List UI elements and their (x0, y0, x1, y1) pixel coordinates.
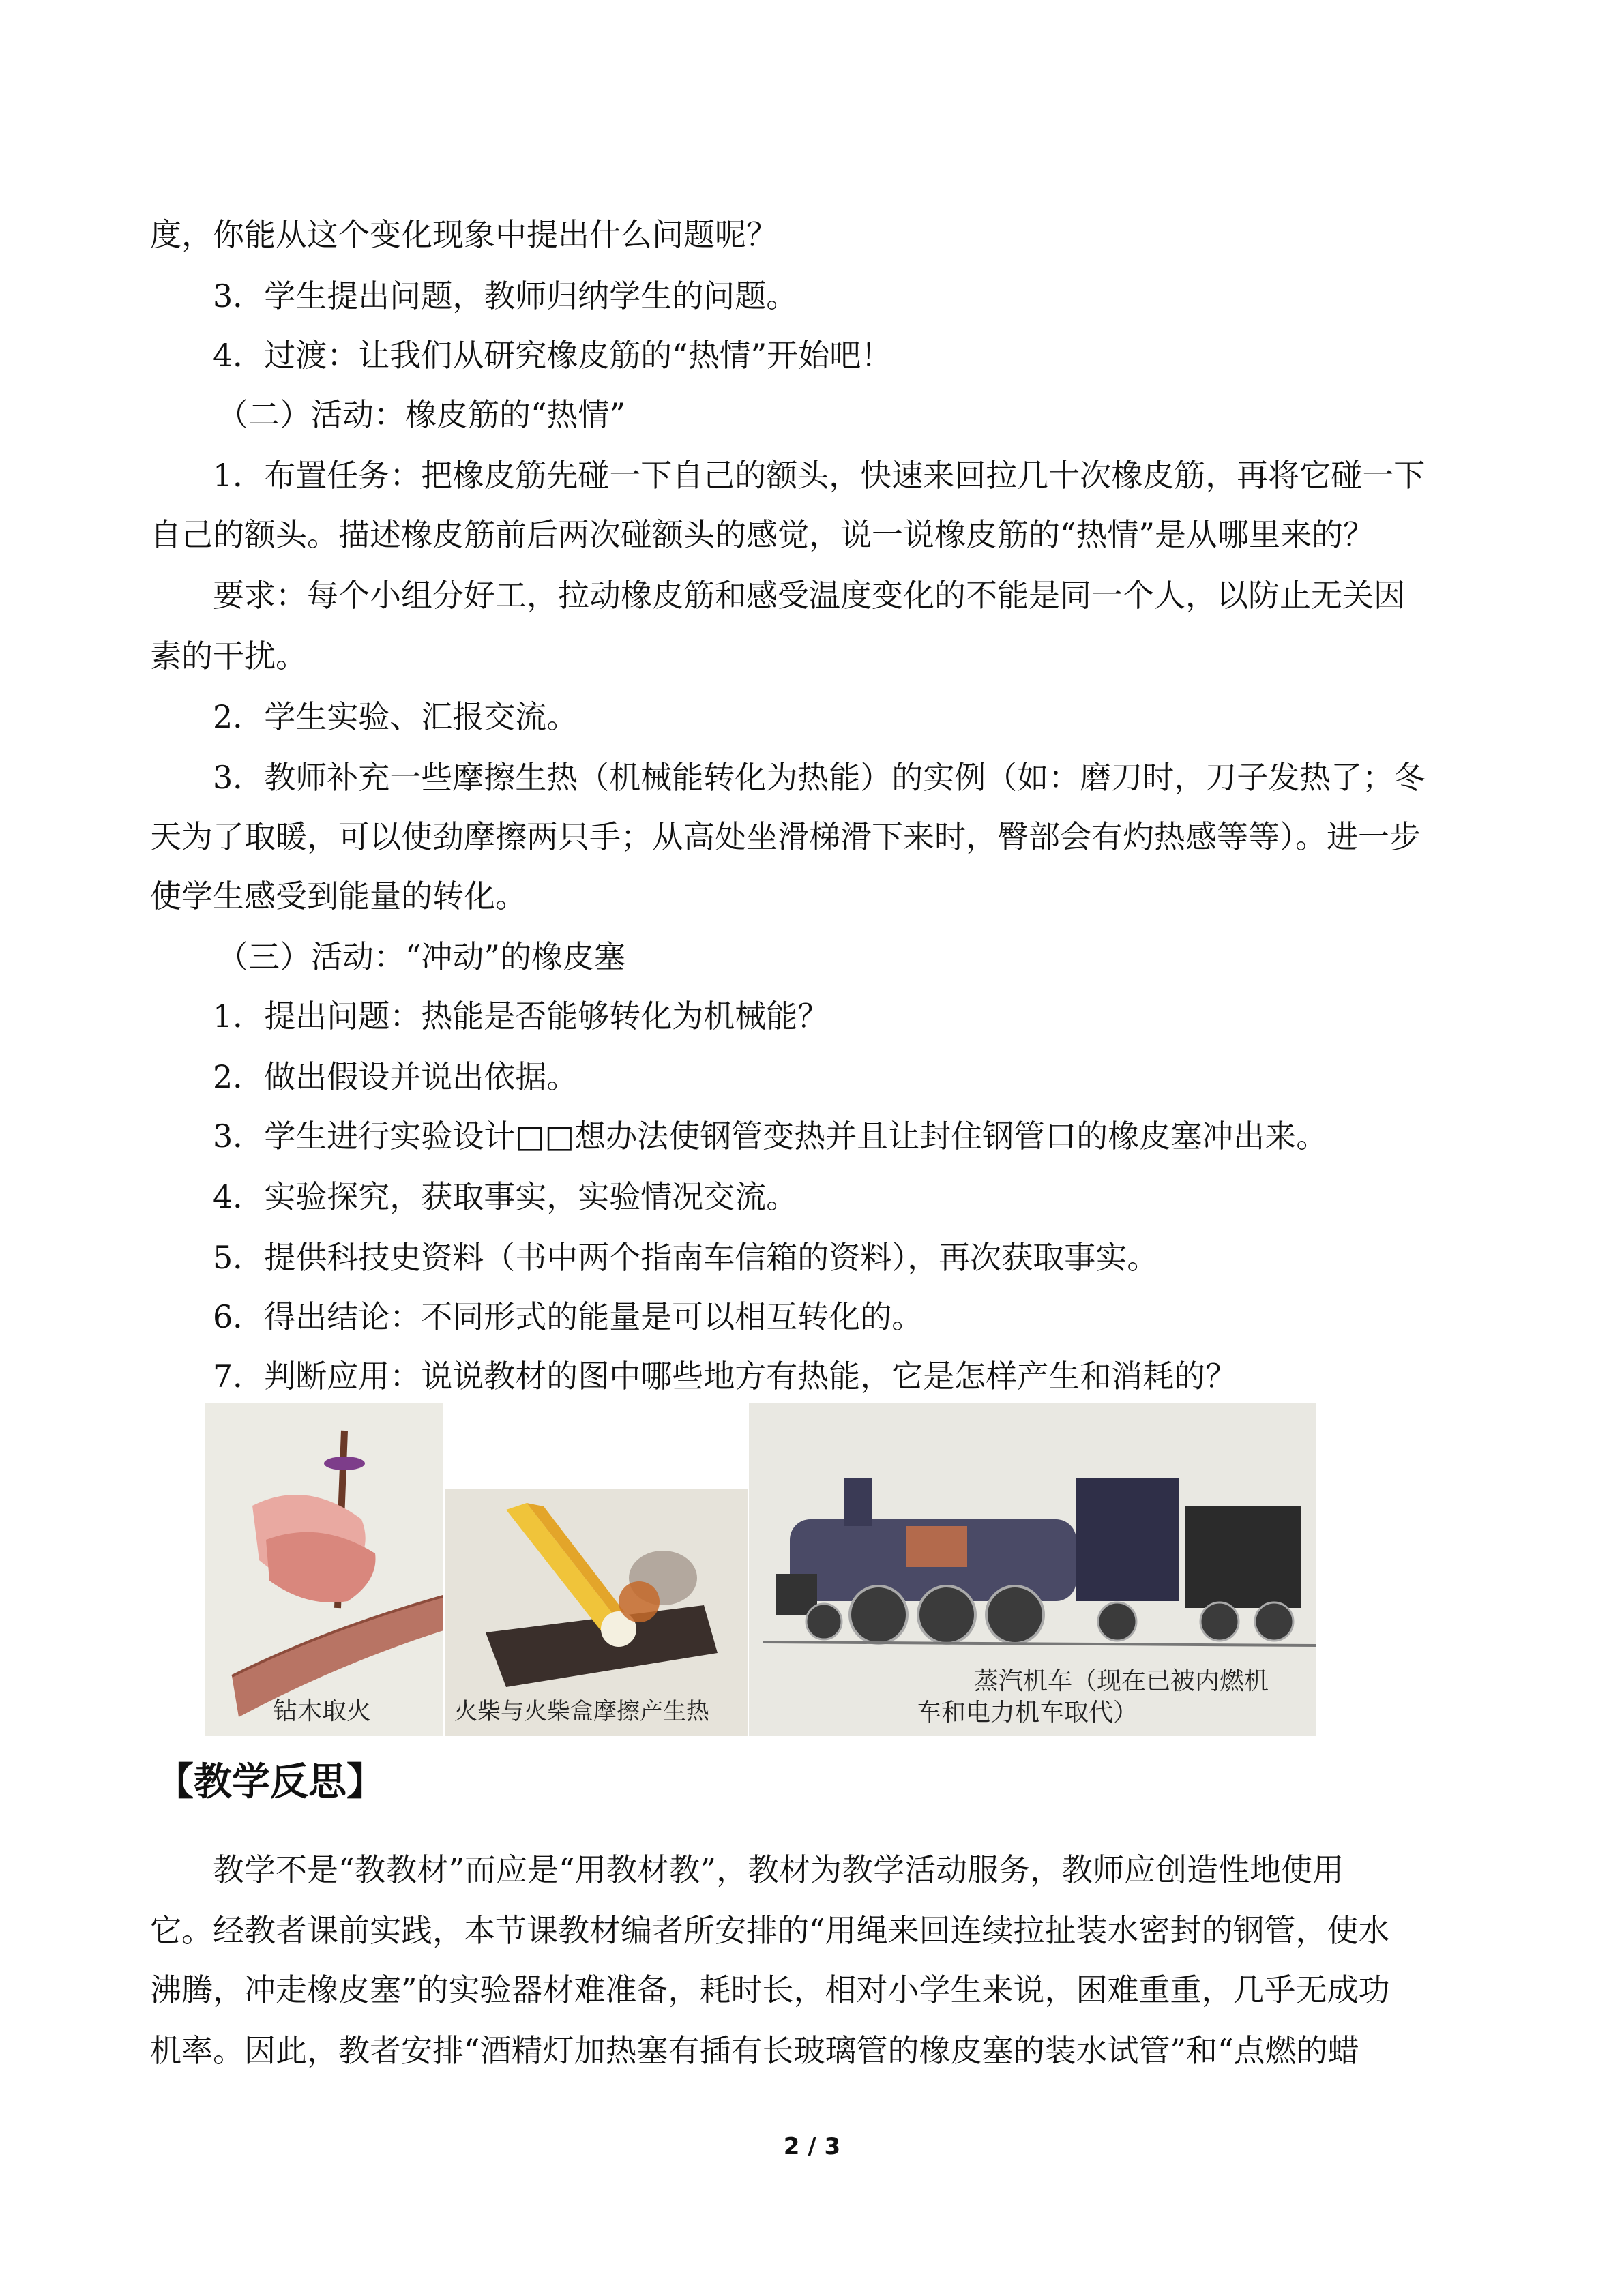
body-line: 4．过渡：让我们从研究橡皮筋的“热情”开始吧！ (213, 337, 893, 374)
body-line: 使学生感受到能量的转化。 (150, 878, 527, 914)
body-line: 2．学生实验、汇报交流。 (213, 698, 578, 735)
reflection-line: 它。经教者课前实践，本节课教材编者所安排的“用绳来回连续拉扯装水密封的钢管，使水 (150, 1912, 1390, 1949)
section-heading: （二）活动：橡皮筋的“热情” (217, 396, 626, 433)
body-line: 3．学生提出问题，教师归纳学生的问题。 (213, 278, 798, 314)
reflection-heading: 【教学反思】 (156, 1760, 385, 1804)
reflection-line: 机率。因此，教者安排“酒精灯加热塞有插有长玻璃管的橡皮塞的装水试管”和“点燃的蜡 (150, 2032, 1359, 2069)
body-line: 1．布置任务：把橡皮筋先碰一下自己的额头，快速来回拉几十次橡皮筋，再将它碰一下 (213, 457, 1426, 494)
body-line: 3．教师补充一些摩擦生热（机械能转化为热能）的实例（如：磨刀时，刀子发热了；冬 (213, 759, 1426, 796)
figure-caption: 火柴与火柴盒摩擦产生热 (454, 1698, 709, 1725)
body-line: 要求：每个小组分好工，拉动橡皮筋和感受温度变化的不能是同一个人，以防止无关因 (213, 577, 1405, 614)
section-heading: （三）活动：“冲动”的橡皮塞 (217, 938, 626, 975)
figure-strip (205, 1403, 1316, 1736)
body-line: 2．做出假设并说出依据。 (213, 1058, 578, 1095)
body-line: 度，你能从这个变化现象中提出什么问题呢？ (150, 216, 778, 253)
figure-caption: 钻木取火 (273, 1697, 372, 1725)
figure-match (445, 1489, 748, 1736)
figure-caption: 蒸汽机车（现在已被内燃机 (974, 1667, 1269, 1695)
body-line: 1．提出问题：热能是否能够转化为机械能？ (213, 998, 829, 1034)
body-line: 6．得出结论：不同形式的能量是可以相互转化的。 (213, 1298, 924, 1335)
body-line: 5．提供科技史资料（书中两个指南车信箱的资料），再次获取事实。 (213, 1239, 1159, 1276)
figure-caption: 车和电力机车取代） (917, 1699, 1138, 1727)
body-line: 7．判断应用：说说教材的图中哪些地方有热能，它是怎样产生和消耗的？ (213, 1358, 1237, 1395)
body-line: 自己的额头。描述橡皮筋前后两次碰额头的感觉，说一说橡皮筋的“热情”是从哪里来的？ (150, 516, 1375, 553)
body-line: 4．实验探究，获取事实，实验情况交流。 (213, 1178, 798, 1215)
figure-drill-wood (205, 1403, 443, 1736)
reflection-line: 沸腾，冲走橡皮塞”的实验器材难准备，耗时长，相对小学生来说，困难重重，几乎无成功 (150, 1971, 1390, 2008)
body-line: 3．学生进行实验设计□□想办法使钢管变热并且让封住钢管口的橡皮塞冲出来。 (213, 1118, 1328, 1154)
reflection-line: 教学不是“教教材”而应是“用教材教”，教材为教学活动服务，教师应创造性地使用 (213, 1851, 1344, 1888)
body-line: 素的干扰。 (150, 638, 307, 674)
drill-wood-illustration (205, 1403, 443, 1736)
figure-steam-locomotive (749, 1403, 1316, 1736)
page-number: 2 / 3 (783, 2133, 841, 2160)
body-line: 天为了取暖，可以使劲摩擦两只手；从高处坐滑梯滑下来时，臀部会有灼热感等等）。进一步 (150, 818, 1421, 855)
